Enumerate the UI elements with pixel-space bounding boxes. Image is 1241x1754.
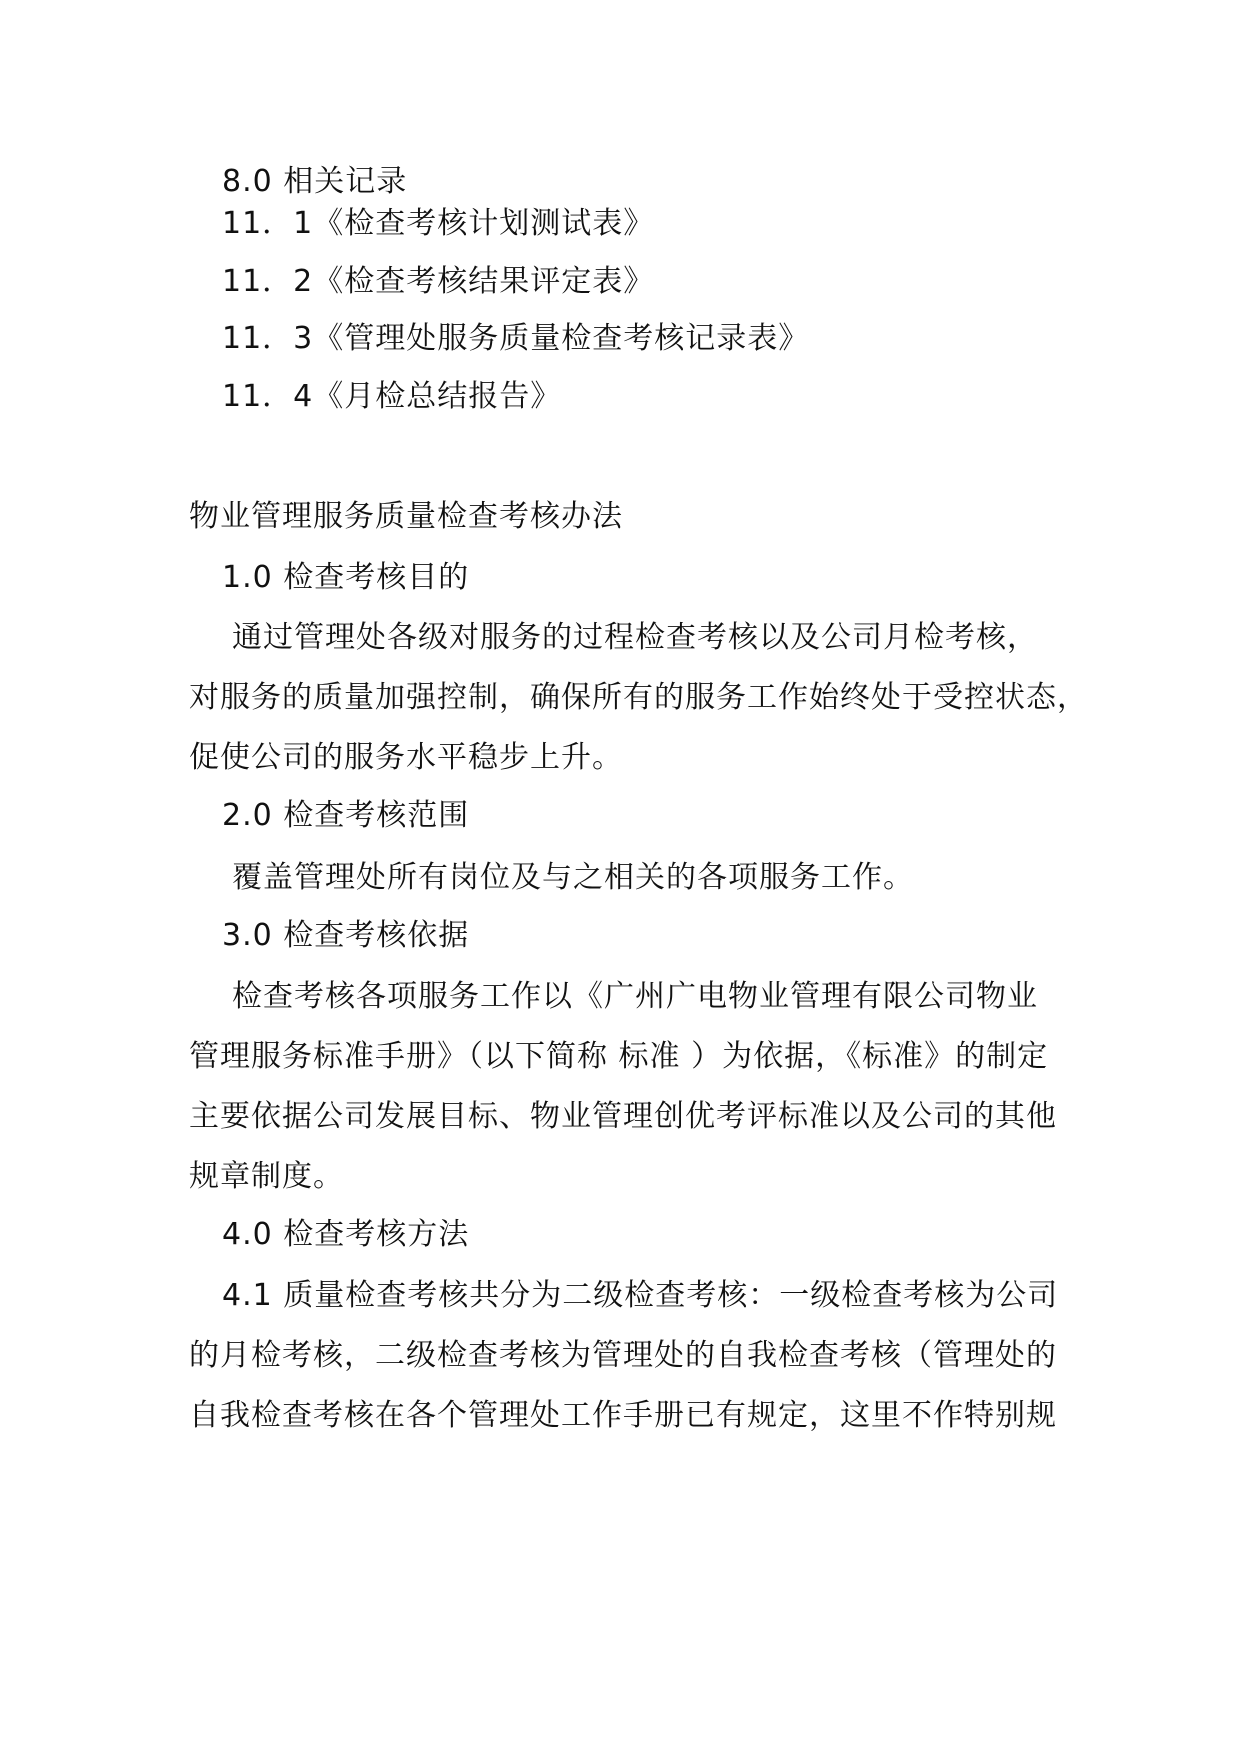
record-item-3: 11．3《管理处服务质量检查考核记录表》 — [222, 321, 810, 356]
section-3-line-3: 主要依据公司发展目标、物业管理创优考评标准以及公司的其他 — [189, 1099, 1057, 1134]
section-3-line-1: 检查考核各项服务工作以《广州广电物业管理有限公司物业 — [232, 979, 1038, 1014]
section-1-line-3: 促使公司的服务水平稳步上升。 — [189, 740, 623, 775]
section-1-heading: 1.0 检查考核目的 — [222, 560, 470, 595]
document-title: 物业管理服务质量检查考核办法 — [189, 499, 623, 534]
section-4-heading: 4.0 检查考核方法 — [222, 1217, 470, 1252]
section-1-line-1: 通过管理处各级对服务的过程检查考核以及公司月检考核， — [232, 620, 1038, 655]
section-3-heading: 3.0 检查考核依据 — [222, 918, 470, 953]
record-item-1: 11．1《检查考核计划测试表》 — [222, 206, 655, 241]
section-2-line-1: 覆盖管理处所有岗位及与之相关的各项服务工作。 — [232, 860, 914, 895]
section-1-line-2: 对服务的质量加强控制，确保所有的服务工作始终处于受控状态， — [189, 680, 1088, 715]
record-item-4: 11．4《月检总结报告》 — [222, 379, 562, 414]
section-4-line-2: 的月检考核，二级检查考核为管理处的自我检查考核（管理处的 — [189, 1338, 1057, 1373]
section-4-line-1: 4.1 质量检查考核共分为二级检查考核：一级检查考核为公司 — [222, 1278, 1059, 1313]
section-4-line-3: 自我检查考核在各个管理处工作手册已有规定，这里不作特别规 — [189, 1398, 1057, 1433]
section-2-heading: 2.0 检查考核范围 — [222, 798, 470, 833]
section-3-line-2: 管理服务标准手册》（以下简称 标准 ）为依据，《标准》的制定 — [189, 1039, 1049, 1074]
record-item-2: 11．2《检查考核结果评定表》 — [222, 264, 655, 299]
records-heading: 8.0 相关记录 — [222, 164, 408, 199]
section-3-line-4: 规章制度。 — [189, 1159, 344, 1194]
